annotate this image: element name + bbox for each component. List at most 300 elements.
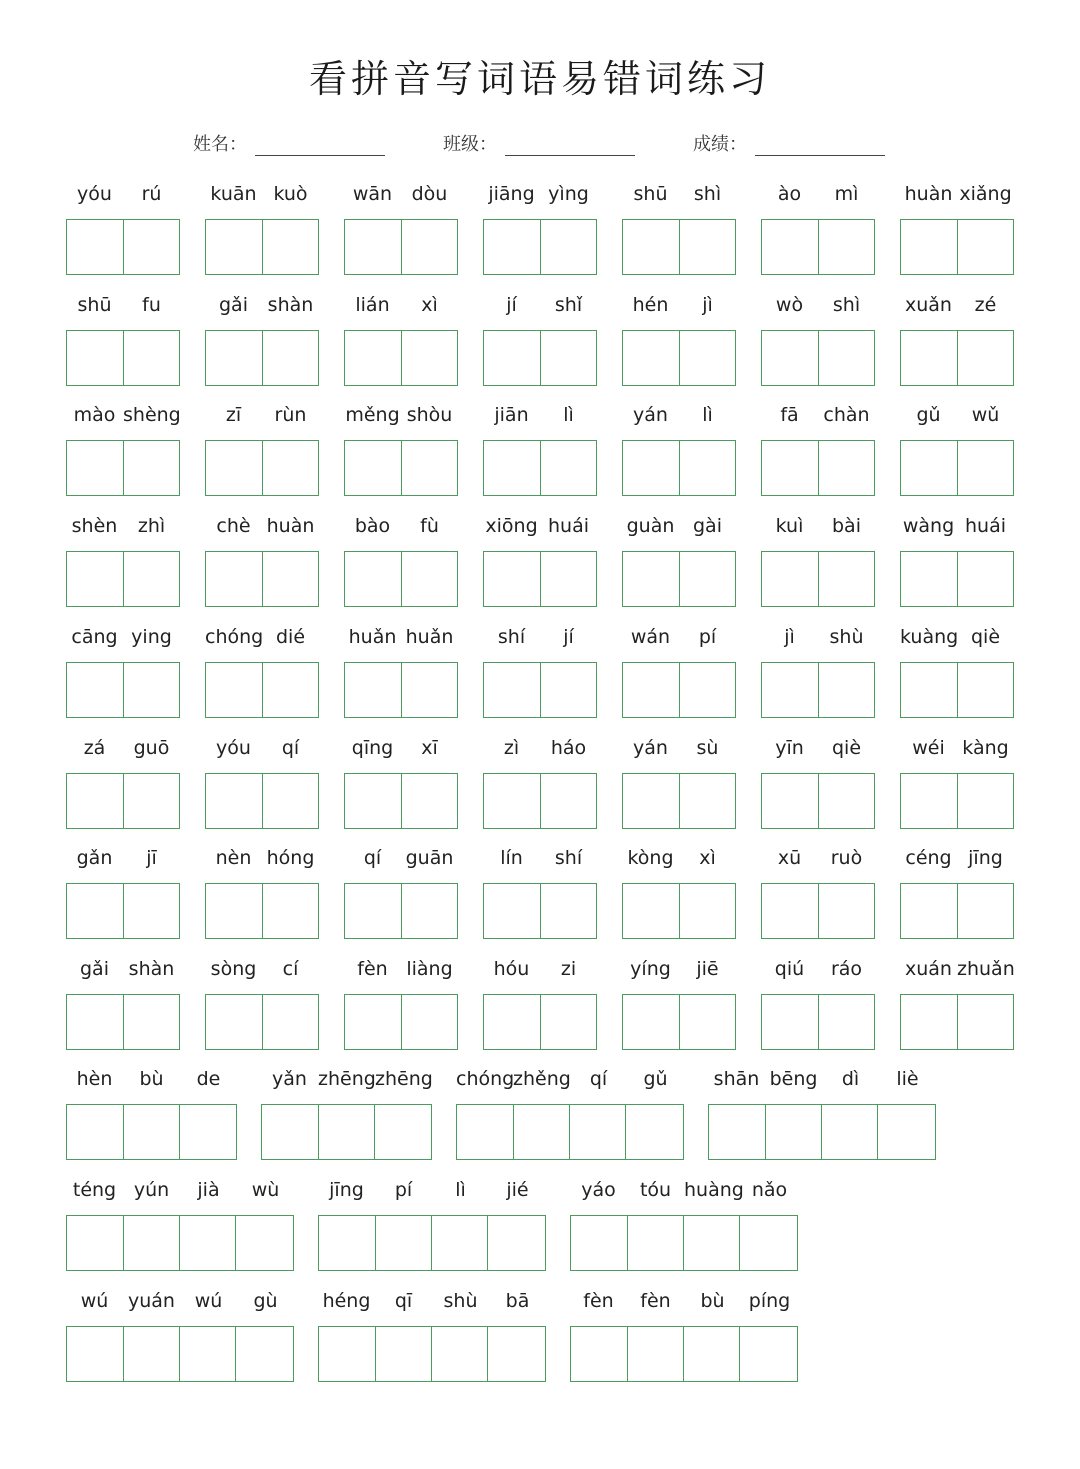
pinyin-syllable: wán bbox=[630, 625, 671, 648]
pinyin-syllable: kuān bbox=[210, 183, 257, 205]
writing-cell[interactable] bbox=[679, 995, 735, 1049]
writing-cell[interactable] bbox=[206, 995, 262, 1049]
writing-boxes bbox=[622, 773, 736, 829]
writing-cell[interactable] bbox=[345, 884, 401, 938]
writing-cell[interactable] bbox=[679, 552, 735, 606]
pinyin-syllable: xì bbox=[421, 293, 438, 316]
writing-cell[interactable] bbox=[67, 1327, 123, 1381]
pinyin-syllable: xuán bbox=[905, 957, 952, 980]
writing-cell[interactable] bbox=[319, 1216, 375, 1270]
writing-cell[interactable] bbox=[957, 331, 1013, 385]
writing-cell[interactable] bbox=[623, 331, 679, 385]
writing-cell[interactable] bbox=[401, 995, 457, 1049]
writing-cell[interactable] bbox=[206, 441, 262, 495]
word-item bbox=[205, 180, 319, 275]
writing-cell[interactable] bbox=[206, 884, 262, 938]
writing-cell[interactable] bbox=[67, 884, 123, 938]
pinyin-syllable: pí bbox=[394, 1179, 413, 1201]
writing-cell[interactable] bbox=[679, 331, 735, 385]
pinyin-syllable: chóng bbox=[456, 1068, 515, 1090]
word-item bbox=[205, 623, 319, 718]
writing-cell[interactable] bbox=[123, 1216, 179, 1270]
pinyin-syllable: yìng bbox=[548, 183, 589, 205]
writing-cell[interactable] bbox=[401, 441, 457, 495]
writing-cell[interactable] bbox=[762, 995, 818, 1049]
pinyin-syllable: cāng bbox=[71, 625, 118, 648]
pinyin-row bbox=[622, 401, 736, 429]
writing-cell[interactable] bbox=[67, 1105, 123, 1159]
pinyin-syllable: nèn bbox=[215, 847, 252, 870]
writing-cell[interactable] bbox=[571, 1216, 627, 1270]
writing-cell[interactable] bbox=[818, 552, 874, 606]
word-item bbox=[66, 291, 180, 386]
writing-cell[interactable] bbox=[123, 552, 179, 606]
writing-cell[interactable] bbox=[957, 884, 1013, 938]
word-item bbox=[205, 291, 319, 386]
pinyin-syllable: lín bbox=[500, 847, 523, 870]
writing-cell[interactable] bbox=[262, 774, 318, 828]
writing-cell[interactable] bbox=[123, 884, 179, 938]
writing-cell[interactable] bbox=[206, 220, 262, 274]
writing-cell[interactable] bbox=[484, 884, 540, 938]
writing-boxes bbox=[344, 330, 458, 386]
writing-boxes bbox=[708, 1104, 936, 1160]
pinyin-syllable: fā bbox=[780, 404, 799, 427]
pinyin-row bbox=[344, 512, 458, 540]
pinyin-syllable: qí bbox=[363, 847, 382, 870]
pinyin-syllable: zì bbox=[503, 736, 520, 759]
word-item bbox=[622, 955, 736, 1050]
writing-cell[interactable] bbox=[623, 552, 679, 606]
pinyin-syllable: fèn bbox=[640, 1290, 671, 1312]
pinyin-syllable: shù bbox=[443, 1290, 478, 1312]
writing-cell[interactable] bbox=[345, 441, 401, 495]
writing-cell[interactable] bbox=[877, 1105, 933, 1159]
writing-cell[interactable] bbox=[540, 220, 596, 274]
writing-cell[interactable] bbox=[206, 552, 262, 606]
word-item bbox=[570, 1176, 798, 1271]
writing-boxes bbox=[205, 551, 319, 607]
writing-cell[interactable] bbox=[179, 1327, 235, 1381]
writing-cell[interactable] bbox=[540, 995, 596, 1049]
writing-cell[interactable] bbox=[627, 1327, 683, 1381]
writing-cell[interactable] bbox=[123, 995, 179, 1049]
pinyin-row bbox=[570, 1287, 798, 1315]
pinyin-syllable: chóng bbox=[205, 625, 264, 648]
writing-boxes bbox=[900, 994, 1014, 1050]
word-item bbox=[344, 844, 458, 939]
pinyin-syllable: liàng bbox=[406, 957, 453, 980]
pinyin-syllable: lì bbox=[563, 404, 574, 427]
name-label: 姓名： bbox=[193, 134, 247, 155]
writing-cell[interactable] bbox=[206, 663, 262, 717]
pinyin-syllable: kuò bbox=[273, 183, 308, 205]
word-item bbox=[622, 734, 736, 829]
writing-cell[interactable] bbox=[179, 1216, 235, 1270]
word-item bbox=[66, 734, 180, 829]
worksheet-title: 看拼音写词语易错词练习 bbox=[308, 57, 771, 101]
writing-boxes bbox=[483, 773, 597, 829]
writing-cell[interactable] bbox=[901, 995, 957, 1049]
writing-cell[interactable] bbox=[762, 552, 818, 606]
pinyin-row bbox=[66, 1287, 294, 1315]
pinyin-syllable: gǔ bbox=[643, 1068, 668, 1090]
pinyin-syllable: xiǎng bbox=[959, 183, 1012, 205]
pinyin-syllable: zhì bbox=[137, 515, 166, 538]
writing-boxes bbox=[622, 440, 736, 496]
pinyin-syllable: ào bbox=[777, 183, 802, 205]
writing-boxes bbox=[66, 994, 180, 1050]
pinyin-syllable: kòng bbox=[627, 847, 674, 870]
pinyin-syllable: gǎi bbox=[219, 293, 248, 316]
writing-cell[interactable] bbox=[818, 220, 874, 274]
writing-cell[interactable] bbox=[67, 331, 123, 385]
pinyin-syllable: gǔ bbox=[916, 404, 941, 427]
pinyin-row bbox=[344, 180, 458, 208]
pinyin-row bbox=[344, 734, 458, 762]
word-item bbox=[761, 734, 875, 829]
pinyin-row bbox=[205, 844, 319, 872]
pinyin-syllable: zi bbox=[560, 957, 577, 980]
pinyin-syllable: shì bbox=[832, 293, 861, 316]
writing-cell[interactable] bbox=[818, 774, 874, 828]
pinyin-syllable: wò bbox=[775, 293, 804, 316]
writing-boxes bbox=[205, 773, 319, 829]
pinyin-syllable: chàn bbox=[823, 404, 870, 427]
pinyin-syllable: wéi bbox=[912, 736, 945, 759]
writing-cell[interactable] bbox=[762, 220, 818, 274]
writing-cell[interactable] bbox=[623, 441, 679, 495]
writing-cell[interactable] bbox=[957, 552, 1013, 606]
word-item bbox=[900, 955, 1014, 1050]
writing-cell[interactable] bbox=[957, 220, 1013, 274]
pinyin-row bbox=[570, 1176, 798, 1204]
pinyin-syllable: gǎi bbox=[80, 957, 109, 980]
writing-cell[interactable] bbox=[67, 663, 123, 717]
writing-cell[interactable] bbox=[179, 1105, 235, 1159]
writing-cell[interactable] bbox=[818, 331, 874, 385]
writing-cell[interactable] bbox=[540, 331, 596, 385]
pinyin-row bbox=[900, 623, 1014, 651]
word-item bbox=[344, 623, 458, 718]
writing-cell[interactable] bbox=[679, 441, 735, 495]
writing-boxes bbox=[205, 883, 319, 939]
pinyin-row bbox=[622, 734, 736, 762]
writing-cell[interactable] bbox=[67, 774, 123, 828]
pinyin-row bbox=[761, 180, 875, 208]
writing-boxes bbox=[761, 773, 875, 829]
writing-cell[interactable] bbox=[623, 663, 679, 717]
writing-cell[interactable] bbox=[762, 331, 818, 385]
writing-cell[interactable] bbox=[235, 1216, 291, 1270]
word-item bbox=[205, 512, 319, 607]
word-item bbox=[344, 291, 458, 386]
pinyin-syllable: shì bbox=[693, 183, 722, 205]
writing-cell[interactable] bbox=[540, 884, 596, 938]
writing-boxes bbox=[483, 219, 597, 275]
writing-cell[interactable] bbox=[540, 441, 596, 495]
writing-cell[interactable] bbox=[901, 552, 957, 606]
writing-cell[interactable] bbox=[683, 1327, 739, 1381]
writing-cell[interactable] bbox=[540, 774, 596, 828]
writing-cell[interactable] bbox=[569, 1105, 625, 1159]
writing-cell[interactable] bbox=[818, 884, 874, 938]
writing-cell[interactable] bbox=[484, 220, 540, 274]
writing-cell[interactable] bbox=[762, 884, 818, 938]
writing-cell[interactable] bbox=[345, 331, 401, 385]
writing-cell[interactable] bbox=[957, 441, 1013, 495]
word-item bbox=[900, 401, 1014, 496]
writing-boxes bbox=[483, 883, 597, 939]
writing-cell[interactable] bbox=[319, 1327, 375, 1381]
pinyin-row bbox=[344, 291, 458, 319]
pinyin-syllable: shí bbox=[497, 625, 526, 648]
pinyin-syllable: mì bbox=[834, 183, 859, 205]
writing-cell[interactable] bbox=[484, 663, 540, 717]
writing-cell[interactable] bbox=[818, 995, 874, 1049]
pinyin-row bbox=[900, 512, 1014, 540]
writing-boxes bbox=[761, 330, 875, 386]
writing-cell[interactable] bbox=[623, 774, 679, 828]
pinyin-syllable: shàn bbox=[267, 293, 314, 316]
writing-cell[interactable] bbox=[345, 995, 401, 1049]
pinyin-row bbox=[483, 512, 597, 540]
writing-cell[interactable] bbox=[206, 774, 262, 828]
writing-cell[interactable] bbox=[679, 663, 735, 717]
writing-cell[interactable] bbox=[345, 663, 401, 717]
writing-cell[interactable] bbox=[401, 552, 457, 606]
writing-cell[interactable] bbox=[262, 884, 318, 938]
writing-cell[interactable] bbox=[262, 1105, 318, 1159]
writing-cell[interactable] bbox=[487, 1327, 543, 1381]
writing-cell[interactable] bbox=[401, 884, 457, 938]
writing-cell[interactable] bbox=[484, 774, 540, 828]
writing-cell[interactable] bbox=[401, 774, 457, 828]
pinyin-syllable: xiōng bbox=[485, 515, 538, 538]
pinyin-syllable: dòu bbox=[411, 183, 448, 205]
writing-cell[interactable] bbox=[345, 220, 401, 274]
pinyin-syllable: jī bbox=[146, 847, 157, 870]
pinyin-syllable: yóu bbox=[216, 736, 251, 759]
writing-cell[interactable] bbox=[67, 1216, 123, 1270]
writing-cell[interactable] bbox=[739, 1216, 795, 1270]
writing-cell[interactable] bbox=[540, 663, 596, 717]
pinyin-syllable: xū bbox=[777, 847, 802, 870]
writing-boxes bbox=[570, 1215, 798, 1271]
pinyin-syllable: jí bbox=[506, 293, 517, 316]
word-item bbox=[66, 1287, 294, 1382]
class-label: 班级： bbox=[443, 134, 497, 155]
writing-cell[interactable] bbox=[431, 1327, 487, 1381]
writing-cell[interactable] bbox=[901, 441, 957, 495]
name-blank[interactable] bbox=[255, 133, 385, 156]
pinyin-syllable: bù bbox=[139, 1068, 164, 1090]
writing-cell[interactable] bbox=[262, 663, 318, 717]
pinyin-syllable: céng bbox=[905, 847, 952, 870]
pinyin-syllable: wān bbox=[352, 183, 393, 205]
pinyin-row bbox=[622, 512, 736, 540]
word-item bbox=[900, 734, 1014, 829]
word-item bbox=[761, 180, 875, 275]
writing-boxes bbox=[761, 219, 875, 275]
pinyin-row bbox=[483, 180, 597, 208]
writing-cell[interactable] bbox=[375, 1327, 431, 1381]
pinyin-syllable: dié bbox=[275, 625, 306, 648]
writing-cell[interactable] bbox=[901, 220, 957, 274]
writing-cell[interactable] bbox=[762, 663, 818, 717]
class-blank[interactable] bbox=[505, 133, 635, 156]
writing-cell[interactable] bbox=[957, 663, 1013, 717]
writing-cell[interactable] bbox=[262, 331, 318, 385]
writing-cell[interactable] bbox=[235, 1327, 291, 1381]
pinyin-row bbox=[66, 512, 180, 540]
writing-cell[interactable] bbox=[627, 1216, 683, 1270]
writing-cell[interactable] bbox=[818, 441, 874, 495]
pinyin-row bbox=[66, 955, 180, 983]
writing-cell[interactable] bbox=[262, 441, 318, 495]
writing-cell[interactable] bbox=[765, 1105, 821, 1159]
pinyin-row bbox=[900, 401, 1014, 429]
writing-cell[interactable] bbox=[123, 331, 179, 385]
writing-cell[interactable] bbox=[401, 331, 457, 385]
writing-cell[interactable] bbox=[123, 663, 179, 717]
writing-cell[interactable] bbox=[431, 1216, 487, 1270]
pinyin-syllable: yǎn bbox=[272, 1068, 307, 1090]
pinyin-syllable: bēng bbox=[769, 1068, 818, 1090]
word-item bbox=[66, 1065, 237, 1160]
writing-cell[interactable] bbox=[957, 995, 1013, 1049]
word-item bbox=[66, 623, 180, 718]
pinyin-syllable: guān bbox=[405, 847, 454, 870]
writing-cell[interactable] bbox=[262, 552, 318, 606]
writing-cell[interactable] bbox=[901, 331, 957, 385]
writing-cell[interactable] bbox=[484, 552, 540, 606]
word-item bbox=[344, 401, 458, 496]
writing-cell[interactable] bbox=[739, 1327, 795, 1381]
pinyin-syllable: bào bbox=[354, 515, 391, 538]
writing-cell[interactable] bbox=[901, 884, 957, 938]
pinyin-syllable: wú bbox=[80, 1290, 109, 1312]
writing-cell[interactable] bbox=[123, 774, 179, 828]
pinyin-syllable: hóu bbox=[493, 957, 530, 980]
writing-cell[interactable] bbox=[540, 552, 596, 606]
writing-cell[interactable] bbox=[623, 995, 679, 1049]
writing-cell[interactable] bbox=[374, 1105, 430, 1159]
writing-cell[interactable] bbox=[318, 1105, 374, 1159]
pinyin-syllable: xī bbox=[421, 736, 438, 759]
writing-cell[interactable] bbox=[375, 1216, 431, 1270]
writing-cell[interactable] bbox=[679, 884, 735, 938]
writing-cell[interactable] bbox=[957, 774, 1013, 828]
writing-cell[interactable] bbox=[123, 441, 179, 495]
writing-cell[interactable] bbox=[262, 220, 318, 274]
writing-boxes bbox=[66, 330, 180, 386]
writing-cell[interactable] bbox=[67, 552, 123, 606]
writing-cell[interactable] bbox=[623, 220, 679, 274]
pinyin-syllable: tóu bbox=[639, 1179, 672, 1201]
writing-cell[interactable] bbox=[762, 774, 818, 828]
pinyin-syllable: mào bbox=[73, 404, 116, 427]
writing-cell[interactable] bbox=[818, 663, 874, 717]
writing-cell[interactable] bbox=[123, 1105, 179, 1159]
word-item bbox=[483, 734, 597, 829]
writing-cell[interactable] bbox=[484, 331, 540, 385]
pinyin-syllable: xì bbox=[699, 847, 716, 870]
score-blank[interactable] bbox=[755, 133, 885, 156]
writing-cell[interactable] bbox=[484, 995, 540, 1049]
pinyin-syllable: gù bbox=[253, 1290, 278, 1312]
writing-cell[interactable] bbox=[123, 220, 179, 274]
writing-cell[interactable] bbox=[487, 1216, 543, 1270]
writing-cell[interactable] bbox=[821, 1105, 877, 1159]
pinyin-syllable: qiè bbox=[970, 625, 1001, 648]
writing-boxes bbox=[622, 219, 736, 275]
writing-cell[interactable] bbox=[345, 774, 401, 828]
writing-cell[interactable] bbox=[679, 774, 735, 828]
writing-cell[interactable] bbox=[683, 1216, 739, 1270]
pinyin-syllable: shèng bbox=[123, 404, 181, 427]
writing-cell[interactable] bbox=[67, 995, 123, 1049]
writing-cell[interactable] bbox=[709, 1105, 765, 1159]
writing-cell[interactable] bbox=[679, 220, 735, 274]
writing-cell[interactable] bbox=[262, 995, 318, 1049]
pinyin-row bbox=[622, 180, 736, 208]
word-item bbox=[622, 512, 736, 607]
writing-cell[interactable] bbox=[67, 441, 123, 495]
pinyin-row bbox=[761, 734, 875, 762]
pinyin-syllable: huàn bbox=[904, 183, 953, 205]
writing-cell[interactable] bbox=[345, 552, 401, 606]
writing-cell[interactable] bbox=[625, 1105, 681, 1159]
writing-cell[interactable] bbox=[206, 331, 262, 385]
pinyin-row bbox=[483, 734, 597, 762]
writing-cell[interactable] bbox=[901, 663, 957, 717]
writing-boxes bbox=[761, 662, 875, 718]
writing-cell[interactable] bbox=[901, 774, 957, 828]
writing-boxes bbox=[483, 440, 597, 496]
pinyin-syllable: shū bbox=[77, 293, 112, 316]
writing-cell[interactable] bbox=[513, 1105, 569, 1159]
writing-cell[interactable] bbox=[457, 1105, 513, 1159]
pinyin-row bbox=[483, 623, 597, 651]
writing-boxes bbox=[205, 440, 319, 496]
word-item bbox=[622, 180, 736, 275]
writing-cell[interactable] bbox=[401, 220, 457, 274]
writing-cell[interactable] bbox=[123, 1327, 179, 1381]
writing-cell[interactable] bbox=[484, 441, 540, 495]
writing-cell[interactable] bbox=[623, 884, 679, 938]
writing-boxes bbox=[66, 440, 180, 496]
pinyin-row bbox=[205, 180, 319, 208]
writing-boxes bbox=[622, 551, 736, 607]
writing-cell[interactable] bbox=[67, 220, 123, 274]
pinyin-syllable: qiè bbox=[831, 736, 862, 759]
pinyin-syllable: fu bbox=[142, 293, 161, 316]
writing-cell[interactable] bbox=[401, 663, 457, 717]
word-item bbox=[483, 180, 597, 275]
pinyin-syllable: zhěng bbox=[513, 1068, 571, 1090]
pinyin-row bbox=[205, 401, 319, 429]
writing-boxes bbox=[622, 883, 736, 939]
pinyin-row bbox=[761, 955, 875, 983]
writing-cell[interactable] bbox=[762, 441, 818, 495]
writing-boxes bbox=[570, 1326, 798, 1382]
pinyin-syllable: ruò bbox=[830, 847, 863, 870]
word-item bbox=[622, 623, 736, 718]
writing-boxes bbox=[622, 994, 736, 1050]
writing-cell[interactable] bbox=[571, 1327, 627, 1381]
pinyin-row bbox=[761, 844, 875, 872]
